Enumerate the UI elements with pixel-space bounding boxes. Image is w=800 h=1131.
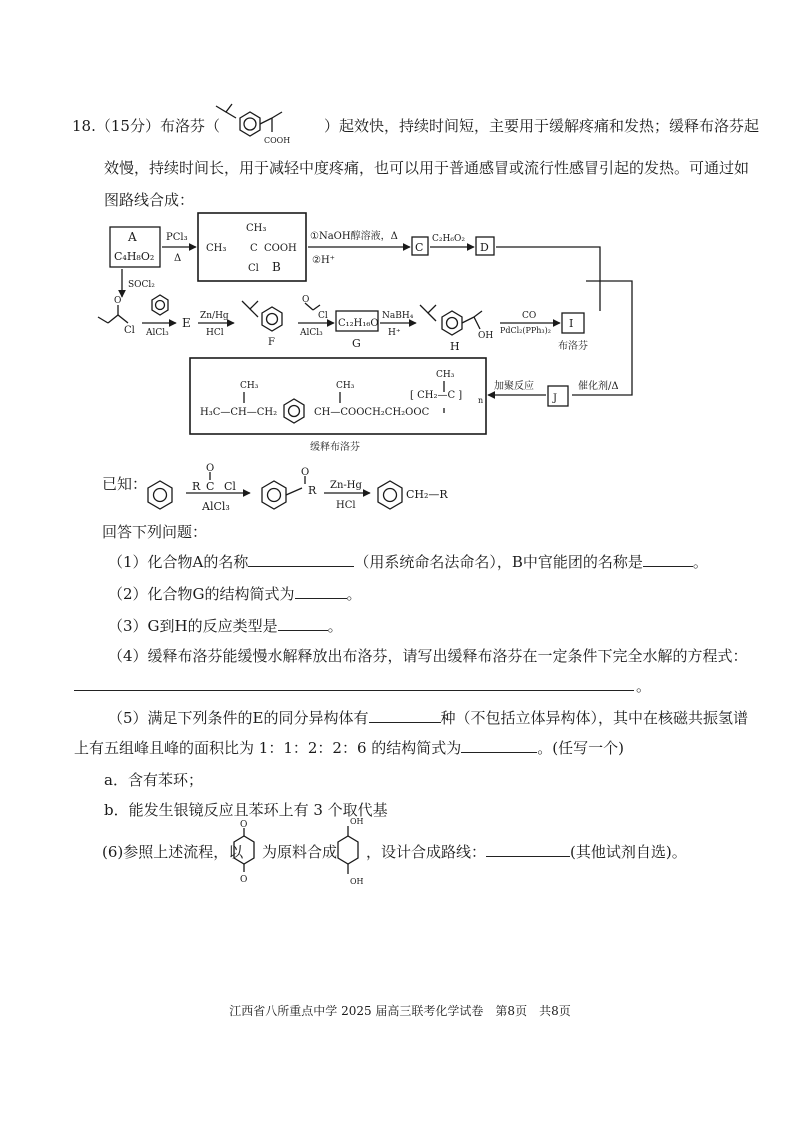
q5-text-d: 。(任写一个)	[537, 739, 624, 757]
known-c1: C	[206, 480, 215, 493]
acyl-o: O	[114, 296, 122, 306]
heat-condition: Δ	[174, 253, 182, 264]
known-reaction	[140, 460, 540, 520]
known-benzene-1	[148, 481, 172, 509]
question-2	[108, 584, 362, 604]
condition-acid: ②H⁺	[312, 255, 335, 266]
q5-blank-1[interactable]	[369, 708, 441, 723]
ibuprofen-inline-structure	[210, 98, 310, 148]
hcl-reagent-1: HCl	[206, 328, 224, 338]
product-benzene-ring	[284, 399, 304, 423]
diacid-oh-bottom: OH	[350, 877, 364, 886]
condition-naoh: ①NaOH醇溶液，Δ	[310, 231, 398, 242]
question-1	[108, 552, 708, 572]
isobutyl-branch	[216, 104, 232, 112]
known-hcl: HCl	[336, 500, 356, 511]
compound-b-label: B	[272, 260, 281, 274]
pdcl2-catalyst: PdCl₂(PPh₃)₂	[500, 326, 551, 335]
known-cl: Cl	[224, 480, 236, 493]
alpha-link	[260, 118, 272, 124]
h-link	[428, 313, 436, 321]
f-isopropyl	[242, 301, 258, 309]
product-ch3-a: CH₃	[240, 381, 259, 391]
product-ch3-b: CH₃	[336, 381, 355, 391]
product-mid: CH—COOCH₂CH₂OOC	[314, 407, 430, 418]
benzene-reagent	[152, 295, 168, 315]
b-central-c: C	[250, 243, 258, 254]
f-benzene-ring	[262, 307, 282, 331]
alcl3-reagent-1: AlCl₃	[146, 328, 169, 338]
question-line-2: 效慢，持续时间长，用于减轻中度疼痛，也可以用于普通感冒或流行性感冒引起的发热。可通过如	[104, 159, 750, 177]
known-benzene-3	[378, 481, 402, 509]
compound-h-label: H	[450, 340, 460, 353]
h-methyl	[474, 311, 482, 317]
known-alcl3: AlCl₃	[202, 500, 230, 513]
benzene-ring	[240, 112, 260, 136]
nabh4-reagent: NaBH₄	[382, 311, 414, 321]
socl2-reagent: SOCl₂	[128, 280, 155, 290]
b-ch3-top: CH₃	[246, 223, 267, 234]
b-cooh: COOH	[264, 243, 297, 254]
diacid-oh-top: OH	[350, 817, 364, 826]
known-o2: O	[301, 467, 310, 478]
condition-b: b．能发生银镜反应且苯环上有 3 个取代基	[104, 801, 388, 819]
diacid-ring	[338, 836, 358, 864]
page-footer: 江西省八所重点中学 2025 届高三联考化学试卷 第8页 共8页	[229, 1004, 571, 1018]
slow-release-label: 缓释布洛芬	[310, 442, 360, 453]
known-ketone-bond	[286, 488, 302, 495]
acyl-isopropyl	[108, 315, 128, 323]
condition-a: a．含有苯环；	[104, 771, 203, 789]
compound-a-formula: C₄H₈O₂	[114, 250, 155, 263]
compound-c-label: C	[415, 241, 424, 254]
compound-g-formula: C₁₂H₁₆O	[338, 318, 379, 329]
question-intro-a: 18.（15分）布洛芬（	[72, 117, 220, 135]
product-benzene-circle	[289, 406, 300, 417]
benzene-ring-circle	[244, 118, 256, 130]
f-benzene-circle	[267, 314, 278, 325]
question-line-1	[72, 116, 759, 136]
acyl2-cl: Cl	[318, 311, 328, 321]
h-oh: OH	[478, 331, 494, 341]
poly-ch3: CH₃	[436, 370, 455, 380]
known-r1: R	[192, 480, 201, 493]
pcl3-reagent: PCl₃	[166, 232, 188, 243]
h-benzene-circle	[447, 318, 458, 329]
q1-text-c: 。	[692, 553, 708, 571]
ibuprofen-label: 布洛芬	[558, 341, 588, 352]
question-4: （4）缓释布洛芬能缓慢水解释放出布洛芬，请写出缓释布洛芬在一定条件下完全水解的方程式：	[108, 647, 748, 665]
alcl3-reagent-2: AlCl₃	[300, 328, 323, 338]
known-znhg: Zn-Hg	[330, 480, 362, 491]
b-cl: Cl	[248, 263, 259, 274]
benzene-reagent-circle	[156, 301, 165, 310]
known-benzene-2-circle	[268, 489, 281, 502]
known-ch2r: CH₂—R	[406, 488, 448, 501]
q3-blank[interactable]	[278, 616, 328, 631]
q1-blank-2[interactable]	[643, 552, 693, 567]
question-5-line-1	[108, 708, 748, 728]
q5-text-b: 种（不包括立体异构体），其中在核磁共振氢谱	[440, 709, 749, 727]
q4-end: 。	[636, 677, 652, 695]
q1-text-a: （1）化合物A的名称	[108, 553, 249, 571]
q6-blank[interactable]	[486, 842, 570, 857]
q1-blank-1[interactable]	[248, 552, 354, 567]
connector-i-to-j	[572, 281, 632, 395]
compound-g-label: G	[352, 337, 361, 350]
q5-blank-2[interactable]	[461, 738, 537, 753]
q1-text-b: （用系统命名法命名），B中官能团的名称是	[354, 553, 643, 571]
methyl-bond	[272, 112, 282, 118]
known-benzene-1-circle	[154, 489, 167, 502]
question-intro-b: ）起效快，持续时间短，主要用于缓解疼痛和发热；缓释布洛芬起	[323, 117, 759, 135]
known-o1: O	[206, 463, 215, 474]
compound-d-label: D	[480, 241, 489, 254]
q3-text-a: （3）G到H的反应类型是	[108, 617, 278, 635]
dione-o-top: O	[240, 820, 248, 830]
known-label: 已知：	[102, 475, 148, 493]
acyl2-bond-2	[313, 305, 320, 310]
cyclohexanedione-structure	[226, 818, 266, 888]
q2-blank[interactable]	[295, 584, 347, 599]
polymerization-label: 加聚反应	[494, 381, 534, 392]
question-3	[108, 616, 343, 636]
dione-ring	[234, 836, 254, 864]
acyl-cl: Cl	[124, 325, 135, 336]
synthesis-scheme	[0, 205, 800, 675]
q5-text-c: 上有五组峰且峰的面积比为 1：1：2：2：6 的结构简式为	[74, 739, 462, 757]
poly-chain: [ CH₂—C ]	[410, 390, 463, 401]
q6-text-d: (其他试剂自选)。	[570, 843, 687, 861]
q6-text-c: ，设计合成路线：	[366, 843, 487, 861]
compound-e-label: E	[182, 316, 191, 330]
catalyst-condition: 催化剂/Δ	[578, 381, 619, 392]
acyl2-o: O	[302, 295, 310, 305]
known-benzene-2	[262, 481, 286, 509]
ibuprofen-skeleton	[216, 104, 282, 136]
co-reagent: CO	[522, 311, 537, 321]
known-benzene-3-circle	[384, 489, 397, 502]
b-ch3-left: CH₃	[206, 243, 227, 254]
poly-n: n	[478, 396, 484, 405]
compound-f-label: F	[268, 337, 275, 348]
compound-i-label: I	[569, 317, 574, 330]
known-r2: R	[308, 484, 317, 497]
question-6-a: (6)参照上述流程，以	[102, 843, 244, 861]
q4-answer-line[interactable]	[74, 690, 634, 691]
f-link	[250, 309, 258, 317]
proton-reagent: H⁺	[388, 328, 401, 338]
ibuprofen-cooh: COOH	[264, 136, 291, 145]
question-line-3: 图路线合成：	[104, 191, 195, 209]
h-alpha	[462, 317, 474, 323]
h-benzene-ring	[442, 311, 462, 335]
znhg-reagent: Zn/Hg	[200, 311, 229, 321]
isobutyl-link	[226, 112, 236, 118]
q5-text-a: （5）满足下列条件的E的同分异构体有	[108, 709, 369, 727]
compound-j-label: J	[553, 393, 558, 404]
ethylene-glycol-reagent: C₂H₆O₂	[432, 234, 465, 244]
q2-text-b: 。	[346, 585, 362, 603]
compound-a-label: A	[128, 230, 137, 244]
h-isopropyl	[420, 305, 436, 313]
question-6-line	[366, 842, 687, 862]
acyl-methyl-2	[98, 317, 108, 323]
question-5-line-2	[74, 738, 624, 758]
dione-o-bottom: O	[240, 875, 248, 885]
h-oh-bond	[474, 317, 480, 329]
answer-intro: 回答下列问题：	[102, 523, 208, 541]
product-left: H₃C—CH—CH₂	[200, 407, 278, 418]
compound-j-box	[548, 386, 568, 406]
connector-d-to-i	[496, 247, 600, 305]
q3-text-b: 。	[327, 617, 343, 635]
question-6-b: 为原料合成	[262, 843, 338, 861]
q2-text-a: （2）化合物G的结构简式为	[108, 585, 295, 603]
